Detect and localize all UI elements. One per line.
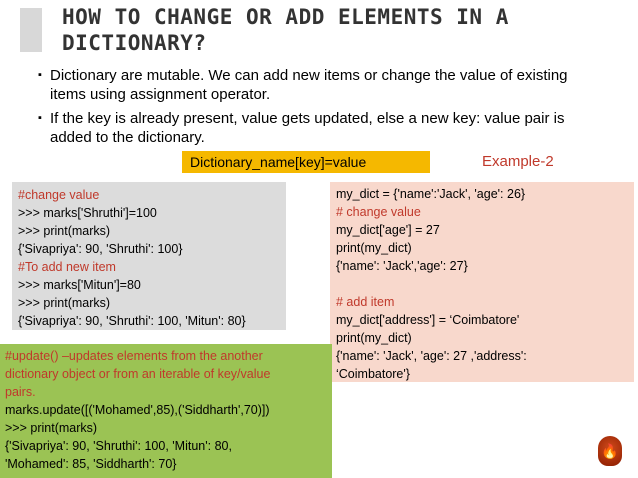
gray-code-box (12, 182, 286, 330)
code-line: {'name': 'Jack','age': 27} (336, 259, 468, 273)
title-accent-bar (20, 8, 42, 52)
code-comment-line: # change value (336, 205, 421, 219)
code-comment-line: dictionary object or from an iterable of key/value (5, 367, 271, 381)
code-comment-line: #To add new item (18, 260, 116, 274)
code-line: {'Sivapriya': 90, 'Shruthi': 100, 'Mitun': 80} (18, 314, 246, 328)
code-line: my_dict['age'] = 27 (336, 223, 440, 237)
code-line: >>> print(marks) (18, 296, 111, 310)
code-line: >>> marks['Shruthi']=100 (18, 206, 157, 220)
code-line (336, 275, 628, 293)
code-line: {'Sivapriya': 90, 'Shruthi': 100, 'Mitun': 80, (5, 439, 232, 453)
code-line: >>> marks['Mitun']=80 (18, 278, 141, 292)
code-line: print(my_dict) (336, 241, 412, 255)
code-line: my_dict = {'name':'Jack', 'age': 26} (336, 187, 526, 201)
bullet-item (38, 66, 598, 104)
slide-title: HOW TO CHANGE OR ADD ELEMENTS IN A DICTIONARY? (62, 5, 509, 55)
example-label: Example-2 (482, 153, 554, 170)
code-comment-line: pairs. (5, 385, 36, 399)
bullet-text: If the key is already present, value gets updated, else a new key: value pair is added to the dictionary. (50, 110, 565, 146)
code-line: marks.update([('Mohamed',85),('Siddharth',70)]) (5, 403, 270, 417)
code-line: 'Mohamed': 85, 'Siddharth': 70} (5, 457, 177, 471)
flame-logo-icon: 🔥 (598, 436, 622, 466)
code-line: {'name': 'Jack', 'age': 27 ,'address': (336, 349, 527, 363)
code-line: ‘Coimbatore'} (336, 367, 410, 381)
bullet-item (38, 109, 598, 147)
code-comment-line: # add item (336, 295, 395, 309)
bullet-text: Dictionary are mutable. We can add new items or change the value of existing items using assignment operator. (50, 67, 568, 103)
pink-code-box (330, 182, 634, 382)
code-line: >>> print(marks) (18, 224, 111, 238)
code-line: print(my_dict) (336, 331, 412, 345)
code-comment-line: #update() –updates elements from the another (5, 349, 263, 363)
bullet-marker-icon: ▪ (38, 112, 42, 124)
code-line: {'Sivapriya': 90, 'Shruthi': 100} (18, 242, 183, 256)
code-line: my_dict['address'] = ‘Coimbatore' (336, 313, 520, 327)
code-comment-line: #change value (18, 188, 100, 202)
bullet-list (38, 66, 598, 152)
green-code-box (0, 344, 332, 478)
code-line: >>> print(marks) (5, 421, 98, 435)
syntax-highlight-box: Dictionary_name[key]=value (182, 151, 430, 173)
bullet-marker-icon: ▪ (38, 69, 42, 81)
